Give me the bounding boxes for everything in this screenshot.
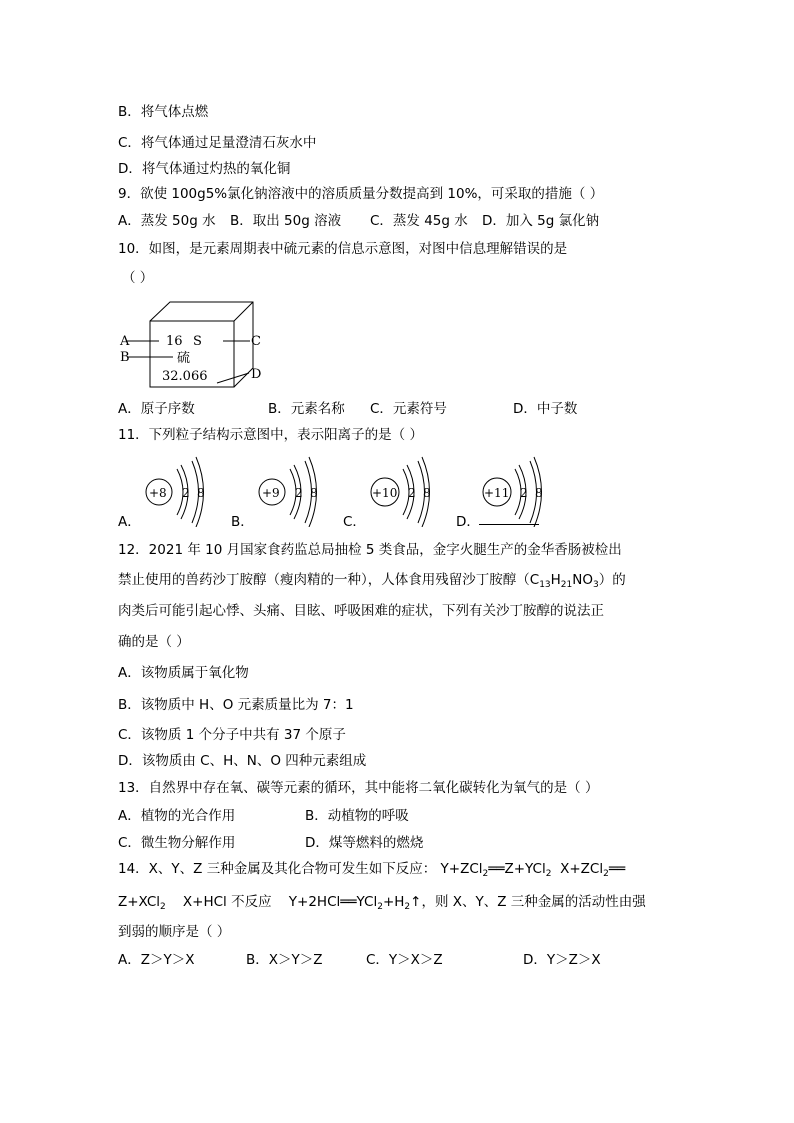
q12-option-b: B．该物质中 H、O 元素质量比为 7：1 — [118, 697, 354, 713]
shell-2-electrons-a: 8 — [197, 486, 205, 500]
subscript-13: 13 — [539, 580, 551, 590]
q14-option-b: B．X＞Y＞Z — [246, 952, 323, 968]
q10-option-d: D．中子数 — [513, 401, 578, 417]
shell-2-electrons-d: 8 — [535, 486, 543, 500]
q9-option-d: D．加入 5g 氯化钠 — [482, 213, 600, 229]
q8-option-b: B．将气体点燃 — [118, 104, 209, 120]
q14-option-d: D．Y＞Z＞X — [523, 952, 601, 968]
q12-line-2 — [118, 571, 626, 589]
q13-option-b: B．动植物的呼吸 — [305, 808, 409, 824]
particle-diagram-b — [256, 455, 328, 527]
reaction-2-right: Z+XCl — [118, 894, 161, 910]
q9-option-c: C．蒸发 45g 水 — [370, 213, 468, 229]
q14-option-c: C．Y＞X＞Z — [366, 952, 443, 968]
q11-option-b: B． — [231, 514, 254, 530]
subscript-2: 2 — [603, 869, 609, 879]
q12-line-1: 12．2021 年 10 月国家食药监总局抽检 5 类食品，金字火腿生产的金华香肠被检出 — [118, 542, 622, 558]
shell-1-electrons-c: 2 — [408, 486, 416, 500]
subscript-2: 2 — [482, 869, 489, 879]
q12-line-3: 肉类后可能引起心悸、头痛、目眩、呼吸困难的症状，下列有关沙丁胺醇的说法正 — [118, 603, 604, 619]
q10-option-a: A．原子序数 — [118, 401, 195, 417]
q10-stem: 10．如图，是元素周期表中硫元素的信息示意图，对图中信息理解错误的是 — [118, 241, 568, 257]
q12-option-a: A．该物质属于氧化物 — [118, 665, 249, 681]
reaction-4-h: +H — [382, 894, 405, 910]
q14-line-2 — [118, 893, 646, 911]
q11-option-d: D． — [456, 514, 480, 530]
atomic-mass: 32.066 — [162, 369, 208, 384]
label-b: B — [120, 350, 130, 365]
subscript-21: 21 — [560, 580, 573, 590]
subscript-2: 2 — [160, 902, 166, 912]
particle-diagram-a — [143, 455, 215, 527]
q12-line-2-text: 禁止使用的兽药沙丁胺醇（瘦肉精的一种），人体食用残留沙丁胺醇（C — [118, 572, 540, 588]
q11-stem: 11．下列粒子结构示意图中，表示阳离子的是（ ） — [118, 427, 423, 443]
particle-diagram-c — [369, 455, 441, 527]
reaction-2-left: X+ZCl — [560, 861, 604, 877]
q9-stem: 9．欲使 100g5%氯化钠溶液中的溶质质量分数提高到 10%，可采取的措施（ ） — [118, 186, 604, 202]
shell-1-electrons-a: 2 — [182, 486, 190, 500]
reaction-1-left: Y+ZCl — [440, 861, 483, 877]
formula-no: NO — [572, 572, 593, 588]
reaction-3: X+HCl 不反应 — [182, 894, 272, 910]
subscript-2: 2 — [545, 869, 552, 879]
q12-option-c: C．该物质 1 个分子中共有 37 个原子 — [118, 727, 346, 743]
element-symbol: S — [193, 334, 202, 349]
label-a: A — [120, 334, 130, 349]
q8-option-d: D．将气体通过灼热的氧化铜 — [118, 161, 291, 177]
nucleus-charge-d: +11 — [484, 486, 510, 500]
particle-diagram-d — [481, 455, 553, 527]
sulfur-element-card-figure — [115, 300, 275, 392]
q11-option-a: A． — [118, 514, 141, 530]
nucleus-charge-b: +9 — [262, 486, 280, 500]
q12-line-2-end: ）的 — [598, 572, 626, 588]
shell-2-electrons-b: 8 — [310, 486, 318, 500]
q13-stem: 13．自然界中存在氧、碳等元素的循环，其中能将二氧化碳转化为氧气的是（ ） — [118, 780, 599, 796]
formula-h: H — [550, 572, 561, 588]
reaction-4-left: Y+2HCl══YCl — [288, 894, 378, 910]
atomic-number: 16 — [166, 334, 183, 349]
q9-option-b: B．取出 50g 溶液 — [230, 213, 342, 229]
subscript-3: 3 — [592, 580, 599, 590]
q11-option-d-underline — [479, 524, 539, 525]
reaction-1-right: ══Z+YCl — [488, 861, 546, 877]
nucleus-charge-c: +10 — [372, 486, 398, 500]
q10-option-c: C．元素符号 — [370, 401, 447, 417]
reaction-2-equals: ══ — [608, 861, 626, 877]
element-name: 硫 — [177, 351, 191, 366]
q11-option-c: C． — [343, 514, 366, 530]
q8-option-c: C．将气体通过足量澄清石灰水中 — [118, 135, 317, 151]
q14-line-3: 到弱的顺序是（ ） — [118, 924, 231, 940]
q12-option-d: D．该物质由 C、H、N、O 四种元素组成 — [118, 753, 367, 769]
q13-option-a: A．植物的光合作用 — [118, 808, 236, 824]
q14-line-2-end: ↑，则 X、Y、Z 三种金属的活动性由强 — [410, 894, 646, 910]
shell-1-electrons-b: 2 — [295, 486, 303, 500]
subscript-2: 2 — [377, 902, 383, 912]
q9-option-a: A．蒸发 50g 水 — [118, 213, 216, 229]
q13-option-c: C．微生物分解作用 — [118, 835, 236, 851]
label-c: C — [251, 334, 261, 349]
label-d: D — [251, 367, 262, 382]
q12-line-4: 确的是（ ） — [118, 634, 190, 650]
q14-line-1 — [118, 860, 625, 878]
q10-option-b: B．元素名称 — [268, 401, 345, 417]
subscript-2: 2 — [404, 902, 411, 912]
q13-option-d: D．煤等燃料的燃烧 — [305, 835, 424, 851]
shell-2-electrons-c: 8 — [423, 486, 431, 500]
q14-line-1-text: 14．X、Y、Z 三种金属及其化合物可发生如下反应： — [118, 861, 437, 877]
shell-1-electrons-d: 2 — [520, 486, 528, 500]
nucleus-charge-a: +8 — [149, 486, 167, 500]
q14-option-a: A．Z＞Y＞X — [118, 952, 195, 968]
q10-answer-paren: （ ） — [122, 270, 154, 286]
